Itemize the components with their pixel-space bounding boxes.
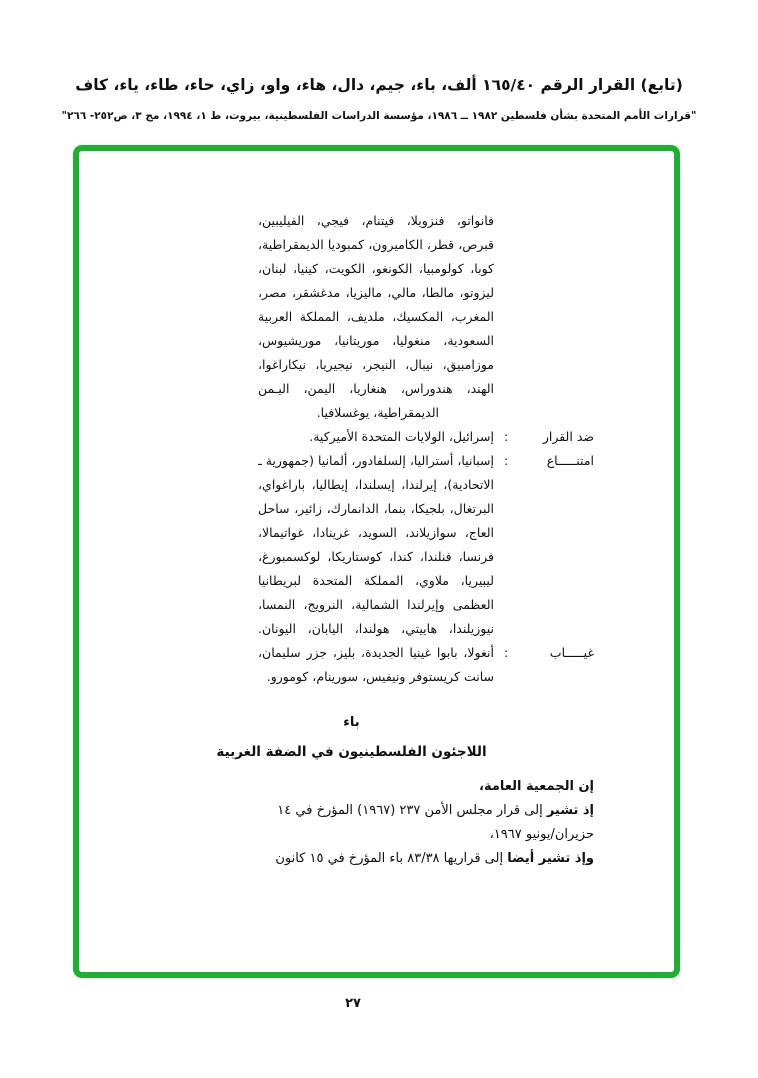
section-letter-heading: باء — [343, 715, 360, 730]
vote-absent-entry — [109, 641, 594, 689]
vote-absent-countries — [109, 665, 594, 689]
country-list-line: كوبا، كولومبيا، الكونغو، الكويت، كينيا، لبنان، — [258, 261, 494, 276]
vote-in-favor-continuation — [258, 209, 494, 425]
vote-against-entry — [109, 425, 594, 449]
country-list-line: الهند، هندوراس، هنغاريا، اليمن، اليـمن — [258, 381, 494, 396]
country-list-line: ليبيريا، ملاوي، المملكة المتحدة لبريطانيا — [258, 573, 494, 588]
vote-abstain-entry — [109, 449, 594, 641]
country-list-line: فرنسا، فنلندا، كندا، كوستاريكا، لوكسمبورغ، — [258, 549, 494, 564]
source-citation: "قرارات الأمم المتحدة بشأن فلسطين ١٩٨٢ ــ ١٩٨٦، مؤسسة الدراسات الفلسطينية، بيروت، ط ١، ١٩٩٤، مج ٣، ص٢٥٢- ٢٦٦" — [61, 110, 697, 122]
country-list-line: السعودية، منغوليا، موريتانيا، موريشيوس، — [258, 333, 494, 348]
preamble-rest: إلى قرار مجلس الأمن ٢٣٧ (١٩٦٧) المؤرخ في ١٤ — [277, 803, 547, 818]
country-list-line: نيوزيلندا، هاييتي، هولندا، اليابان، اليونان. — [258, 621, 494, 636]
vote-label-text: ضد القرار — [542, 429, 594, 444]
country-list-line: ليزوتو، مالطا، مالي، ماليزيا، مدغشقر، مصر، — [258, 285, 494, 300]
preamble-line: حزيران/يونيو ١٩٦٧، — [489, 827, 594, 842]
preamble-rest: إلى قراريها ٨٣/٣٨ باء المؤرخ في ١٥ كانون — [275, 851, 508, 866]
resolution-body — [79, 151, 674, 871]
preamble-lead-bold: إذ تشير — [546, 803, 594, 818]
preamble-line — [109, 847, 594, 871]
vote-abstain-countries — [109, 473, 594, 641]
vote-label-colon: : — [504, 645, 509, 660]
vote-abstain-label — [494, 449, 594, 473]
section-title-heading: اللاجئون الفلسطينيون في الضفة الغربية — [216, 744, 487, 760]
country-list-line: الديمقراطية، يوغسلافيا. — [316, 405, 439, 420]
vote-against-countries: إسرائيل، الولايات المتحدة الأميركية. — [309, 429, 494, 444]
country-list-line: سانت كريستوفر ونيفيس، سورينام، كومورو. — [266, 669, 494, 684]
vote-label-colon: : — [504, 453, 509, 468]
resolution-continuation-title: (تابع) القرار الرقم ١٦٥/٤٠ ألف، باء، جيم، دال، هاء، واو، زاي، حاء، طاء، ياء، كاف — [75, 76, 683, 94]
assembly-intro-line: إن الجمعية العامة، — [479, 779, 594, 794]
country-list-line: فانواتو، فنزويلا، فيتنام، فيجي، الفيليبين، — [258, 213, 494, 228]
vote-absent-label — [494, 641, 594, 665]
vote-label-text: غيـــــاب — [549, 645, 594, 660]
country-list-line: العاج، سوازيلاند، السويد، غرينادا، غواتيمالا، — [258, 525, 494, 540]
country-list-line: المغرب، المكسيك، ملديف، المملكة العربية — [258, 309, 494, 324]
country-list-line: أنغولا، بابوا غينيا الجديدة، بليز، جزر سليمان، — [258, 645, 494, 660]
country-list-line: البرتغال، بلجيكا، بنما، الدانمارك، زائير، ساحل — [258, 501, 494, 516]
country-list-line: قبرص، قطر، الكاميرون، كمبوديا الديمقراطية، — [258, 237, 494, 252]
vote-label-text: امتنـــــاع — [546, 453, 594, 468]
preamble-lead-bold: وإذ تشير أيضا — [507, 851, 594, 866]
country-list-line: إسبانيا، أستراليا، إلسلفادور، ألمانيا (جمهورية ـ — [258, 453, 494, 468]
country-list-line: موزامبيق، نيبال، النيجر، نيجيريا، نيكاراغوا، — [258, 357, 494, 372]
green-border-frame — [73, 145, 680, 978]
vote-against-label — [494, 425, 594, 449]
country-list-line: العظمى وإيرلندا الشمالية، النرويج، النمسا، — [258, 597, 494, 612]
page-number: ٢٧ — [345, 996, 361, 1011]
preamble-line — [109, 799, 594, 823]
vote-label-colon: : — [504, 429, 509, 444]
country-list-line: الاتحادية)، إيرلندا، إيسلندا، إيطاليا، باراغواي، — [258, 477, 494, 492]
